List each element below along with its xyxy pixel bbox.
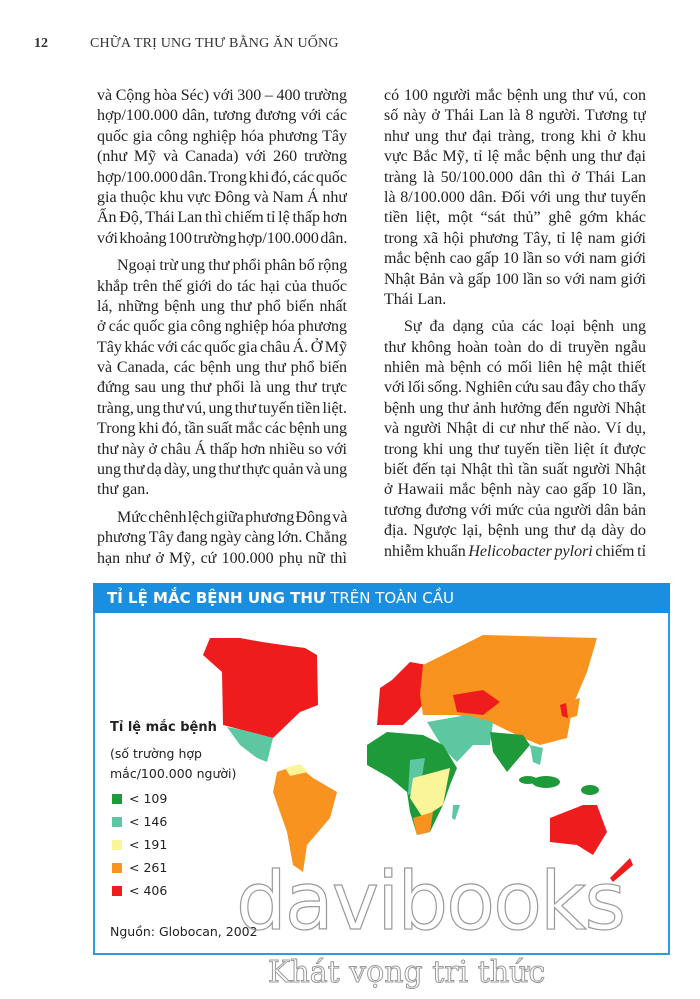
text-line: tương đương với mức của người dân bản bbox=[384, 501, 646, 519]
text-line: số này ở Thái Lan là 8 người. Tương tự bbox=[384, 107, 646, 125]
figure-source: Nguồn: Globocan, 2002 bbox=[110, 924, 258, 939]
watermark-slogan: Khát vọng tri thức bbox=[268, 955, 546, 990]
text-line: tràng, ung thư vú, ung thư tuyến tiền liệt. bbox=[97, 399, 347, 417]
text-line: Tây khác với các quốc gia châu Á. Ở Mỹ bbox=[97, 338, 347, 356]
region-southeast-asia bbox=[530, 745, 543, 765]
text-line: thư này ở châu Á thấp hơn nhiều so với bbox=[97, 440, 347, 458]
legend-title: Tỉ lệ mắc bệnh bbox=[110, 720, 217, 735]
text-line: đứng sau ung thư phổi là ung thư trực bbox=[97, 379, 347, 397]
text-line: phương Tây đang ngày càng lớn. Chẳng bbox=[97, 529, 347, 547]
legend-label: < 146 bbox=[129, 814, 168, 829]
legend-subtitle-2: mắc/100.000 người) bbox=[110, 766, 237, 781]
region-papua bbox=[581, 785, 599, 795]
legend-item bbox=[110, 787, 236, 810]
figure-title-bold: TỈ LỆ MẮC BỆNH UNG THƯ bbox=[107, 589, 326, 607]
legend-swatch bbox=[112, 794, 122, 804]
text-line: Ngoại trừ ung thư phổi phân bố rộng bbox=[117, 257, 347, 275]
legend-swatch bbox=[112, 817, 122, 827]
text-line: ung thư dạ dày, ung thư thực quản và ung bbox=[97, 461, 347, 479]
legend-swatch bbox=[112, 863, 122, 873]
text-line: vực Bắc Mỹ, tỉ lệ mắc bệnh ung thư đại bbox=[384, 148, 646, 166]
text-line: thư gan. bbox=[97, 481, 150, 499]
legend-label: < 406 bbox=[129, 883, 168, 898]
region-sumatra bbox=[519, 776, 537, 784]
region-madagascar bbox=[452, 805, 460, 820]
text-line: Mức chênh lệch giữa phương Đông và bbox=[117, 508, 347, 526]
region-australia bbox=[550, 805, 607, 855]
text-line: với lối sống. Nghiên cứu sau đây cho thấy bbox=[384, 379, 646, 397]
legend-label: < 191 bbox=[129, 837, 168, 852]
text-line: thư không hoàn toàn do di truyền ngẫu bbox=[384, 338, 646, 356]
legend-swatch bbox=[112, 840, 122, 850]
text-line: và Cộng hòa Séc) với 300 – 400 trường bbox=[97, 87, 347, 104]
text-line: Nhật Bản và gấp 100 lần so với nam giới bbox=[384, 270, 646, 288]
legend-item bbox=[110, 856, 236, 879]
region-india bbox=[490, 732, 530, 772]
legend-label: < 261 bbox=[129, 860, 168, 875]
text-line: lá, những bệnh ung thư phổ biến nhất bbox=[97, 297, 347, 315]
watermark-logo: davibooks bbox=[236, 855, 625, 948]
text-line: Sự đa dạng của các loại bệnh ung bbox=[404, 318, 646, 336]
legend-label: < 109 bbox=[129, 791, 168, 806]
figure-title-light: TRÊN TOÀN CẦU bbox=[330, 589, 454, 607]
text-line: và người Nhật di cư như thế nào. Ví dụ, bbox=[384, 420, 646, 438]
text-line: bệnh ung thư ảnh hưởng đến người Nhật bbox=[384, 399, 646, 417]
text-line: Trong khi đó, tần suất mắc các bệnh ung bbox=[97, 420, 347, 438]
text-line: Thái Lan. bbox=[384, 290, 447, 308]
legend-item bbox=[110, 833, 236, 856]
text-line: nhiên mà bệnh có mối liên hệ mật thiết bbox=[384, 359, 646, 377]
text-line: là 8/100.000 dân. Đối với ung thư tuyến bbox=[384, 188, 646, 206]
text-line: hạn như ở Mỹ, cứ 100.000 phụ nữ thì bbox=[97, 549, 347, 567]
text-line: với khoảng 100 trường hợp/100.000 dân. bbox=[97, 229, 347, 247]
text-line: (như Mỹ và Canada) với 260 trường bbox=[97, 148, 347, 166]
text-line: có 100 người mắc bệnh ung thư vú, con bbox=[384, 87, 646, 104]
text-line: trong khi ung thư tuyến tiền liệt ít được bbox=[384, 440, 646, 458]
text-line: mắc bệnh cao gấp 10 lần so với nam giới bbox=[384, 250, 646, 268]
text-line: khắp trên thế giới do tác hại của thuốc bbox=[97, 277, 347, 295]
legend-subtitle-1: (số trường hợp bbox=[110, 746, 202, 761]
text-line: trong xã hội phương Tây, tỉ lệ nam giới bbox=[384, 229, 646, 247]
text-line: biết đến tại Nhật thì tần suất người Nhật bbox=[384, 461, 646, 479]
text-line: và Canada, các bệnh ung thư phổ biến bbox=[97, 359, 347, 377]
text-line: gia thuộc khu vực Đông và Nam Á như bbox=[97, 188, 347, 206]
page-number: 12 bbox=[34, 36, 48, 51]
legend-item bbox=[110, 879, 236, 902]
text-line: Ấn Độ, Thái Lan thì chiếm tỉ lệ thấp hơn bbox=[97, 209, 347, 227]
text-line: như ung thư đại tràng, trong khi ở khu bbox=[384, 127, 646, 145]
legend-swatch bbox=[112, 886, 122, 896]
text-line: địa. Ngược lại, bệnh ung thư dạ dày do bbox=[384, 522, 646, 540]
text-line: quốc gia công nghiệp hóa phương Tây bbox=[97, 127, 347, 145]
running-title: CHỮA TRỊ UNG THƯ BẰNG ĂN UỐNG bbox=[90, 36, 339, 51]
text-line: ở Hawaii mắc bệnh này cao gấp 10 lần, bbox=[384, 481, 646, 499]
text-line: hợp/100.000 dân. Trong khi đó, các quốc bbox=[97, 168, 347, 186]
legend-item bbox=[110, 810, 236, 833]
text-line: ở các quốc gia công nghiệp hóa phương bbox=[97, 318, 347, 336]
map-regions bbox=[203, 635, 633, 882]
text-line: tiền liệt, một “sát thủ” ghê gớm khác bbox=[384, 209, 646, 227]
region-indonesia bbox=[532, 776, 560, 788]
text-line: hợp/100.000 dân, tương đương với các bbox=[97, 107, 347, 125]
text-line: tràng là 50/100.000 dân thì ở Thái Lan bbox=[384, 168, 646, 186]
map-legend bbox=[110, 720, 236, 902]
text-line: nhiễm khuẩn Helicobacter pylori chiếm tỉ bbox=[384, 542, 646, 560]
